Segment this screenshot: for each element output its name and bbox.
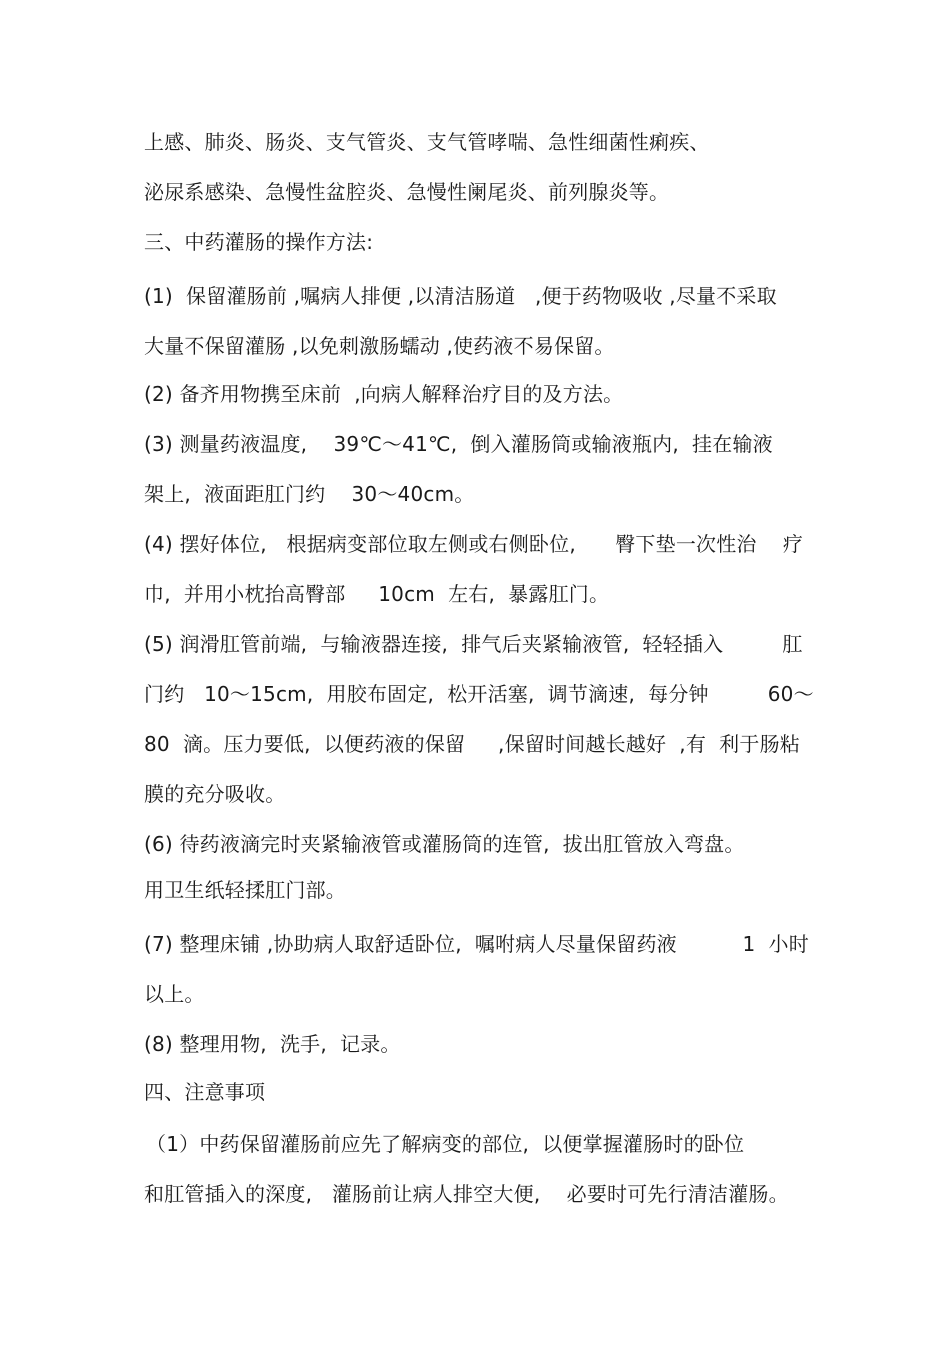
- text-line: 大量不保留灌肠 ,以免刺激肠蠕动 ,使药液不易保留。: [144, 334, 615, 358]
- text-line: 80 滴。压力要低, 以便药液的保留 ,保留时间越长越好 ,有 利于肠粘: [144, 732, 800, 756]
- text-line: (6) 待药液滴完时夹紧输液管或灌肠筒的连管, 拔出肛管放入弯盘。: [144, 832, 745, 856]
- text-line: (7) 整理床铺 ,协助病人取舒适卧位, 嘱咐病人尽量保留药液 1 小时: [144, 932, 809, 956]
- text-line: 以上。: [144, 982, 205, 1006]
- text-line: 架上, 液面距肛门约 30～40cm。: [144, 482, 475, 506]
- text-line: (1) 保留灌肠前 ,嘱病人排便 ,以清洁肠道 ,便于药物吸收 ,尽量不采取: [144, 284, 777, 308]
- text-line: (2) 备齐用物携至床前 ,向病人解释治疗目的及方法。: [144, 382, 624, 406]
- text-line: 和肛管插入的深度, 灌肠前让病人排空大便, 必要时可先行清洁灌肠。: [144, 1182, 789, 1206]
- text-line: 泌尿系感染、急慢性盆腔炎、急慢性阑尾炎、前列腺炎等。: [144, 180, 670, 204]
- text-line: 用卫生纸轻揉肛门部。: [144, 878, 346, 902]
- text-line: 膜的充分吸收。: [144, 782, 286, 806]
- section-heading: 四、注意事项: [144, 1080, 266, 1104]
- text-line: 巾, 并用小枕抬高臀部 10cm 左右, 暴露肛门。: [144, 582, 610, 606]
- text-line: （1）中药保留灌肠前应先了解病变的部位, 以便掌握灌肠时的卧位: [146, 1132, 745, 1156]
- text-line: 门约 10～15cm, 用胶布固定, 松开活塞, 调节滴速, 每分钟 60～: [144, 682, 814, 706]
- text-line: (8) 整理用物, 洗手, 记录。: [144, 1032, 401, 1056]
- text-line: (3) 测量药液温度, 39℃～41℃, 倒入灌肠筒或输液瓶内, 挂在输液: [144, 432, 773, 456]
- text-line: (5) 润滑肛管前端, 与输液器连接, 排气后夹紧输液管, 轻轻插入 肛: [144, 632, 803, 656]
- text-line: (4) 摆好体位, 根据病变部位取左侧或右侧卧位, 臀下垫一次性治 疗: [144, 532, 804, 556]
- section-heading: 三、中药灌肠的操作方法:: [144, 230, 374, 254]
- text-line: 上感、肺炎、肠炎、支气管炎、支气管哮喘、急性细菌性痢疾、: [144, 130, 710, 154]
